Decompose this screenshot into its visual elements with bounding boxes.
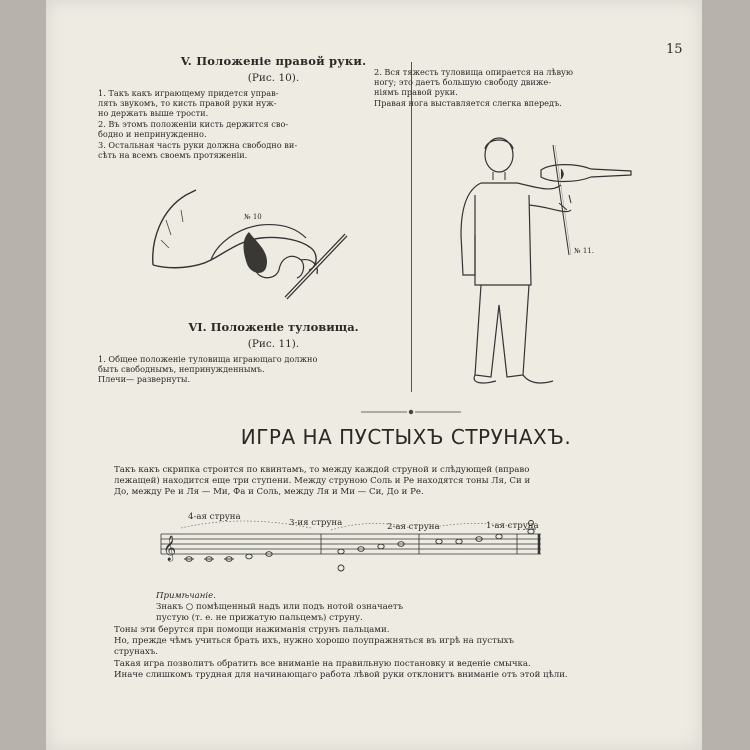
column-divider xyxy=(411,62,412,392)
svg-text:𝄞: 𝄞 xyxy=(163,536,177,561)
hand-illustration xyxy=(141,180,381,300)
string-3-label: 3-ия струна xyxy=(289,518,343,528)
note-label: Примѣчаніе. xyxy=(156,591,216,601)
section-vi-heading: VI. Положеніе туловища. xyxy=(188,320,359,334)
page-number: 15 xyxy=(666,42,683,57)
string-4-label: 4-ая струна xyxy=(188,512,241,522)
music-staff xyxy=(151,520,551,575)
section-vi-item-2: 2. Вся тяжесть туловища опирается на лѣвую ногу; это даетъ большую свободу движе- ніямъ правой руки. Правая нога выставляется слегка впередъ. xyxy=(374,67,573,108)
note-text: Знакъ ○ помѣщенный надъ или подъ нотой означаетъ пустую (т. е. не прижатую пальцемъ) струну. xyxy=(156,602,404,623)
ornament-divider xyxy=(361,408,461,416)
fig-11-label: № 11. xyxy=(574,247,594,255)
paragraph-1: Тоны эти берутся при помощи нажиманія струнъ пальцами. Но, прежде чѣмъ учиться брать ихъ, нужно хорошо поупражняться въ игрѣ на пустыхъ струнахъ. xyxy=(114,625,514,657)
book-page xyxy=(46,0,702,750)
fig-10-reference: (Рис. 10). xyxy=(247,72,300,84)
section-v-heading: V. Положеніе правой руки. xyxy=(180,54,367,68)
section-v-item-3: 3. Остальная часть руки должна свободно ви- сѣть на всемъ своемъ протяженіи. xyxy=(98,140,298,161)
section-vi-item-1: 1. Общее положеніе туловища играющаго должно быть свободнымъ, непринужденнымъ. Плечи— развернуты. xyxy=(98,354,318,385)
string-2-label: 2-ая струна xyxy=(387,522,440,532)
note-block xyxy=(156,580,676,624)
string-1-label: 1-ая струна xyxy=(486,521,539,531)
fig-10-label: № 10 xyxy=(244,213,262,221)
fig-11-reference: (Рис. 11). xyxy=(247,338,300,350)
intro-paragraph: Такъ какъ скрипка строится по квинтамъ, то между каждой струной и слѣдующей (вправо лежащей) находится еще три ступени. Между струною Соль и Ре находятся тоны Ля, Си и До, между Ре и Ля — Ми, Фа и Соль, между Ля и Ми — Си, До и Ре. xyxy=(114,465,531,497)
violinist-illustration xyxy=(441,135,641,395)
section-v-item-2: 2. Въ этомъ положеніи кисть держится сво- бодно и непринужденно. xyxy=(98,119,289,140)
section-title: ИГРА НА ПУСТЫХЪ СТРУНАХЪ. xyxy=(240,425,572,449)
paragraph-2: Такая игра позволитъ обратить все вниманіе на правильную постановку и веденіе смычка. Иначе слишкомъ трудная для начинающаго работа лѣвой руки отклонитъ вниманіе отъ этой цѣли. xyxy=(114,659,568,680)
section-v-item-1: 1. Такъ какъ играющему придется управ- лять звукомъ, то кисть правой руки нуж- но держать выше трости. xyxy=(98,88,279,119)
